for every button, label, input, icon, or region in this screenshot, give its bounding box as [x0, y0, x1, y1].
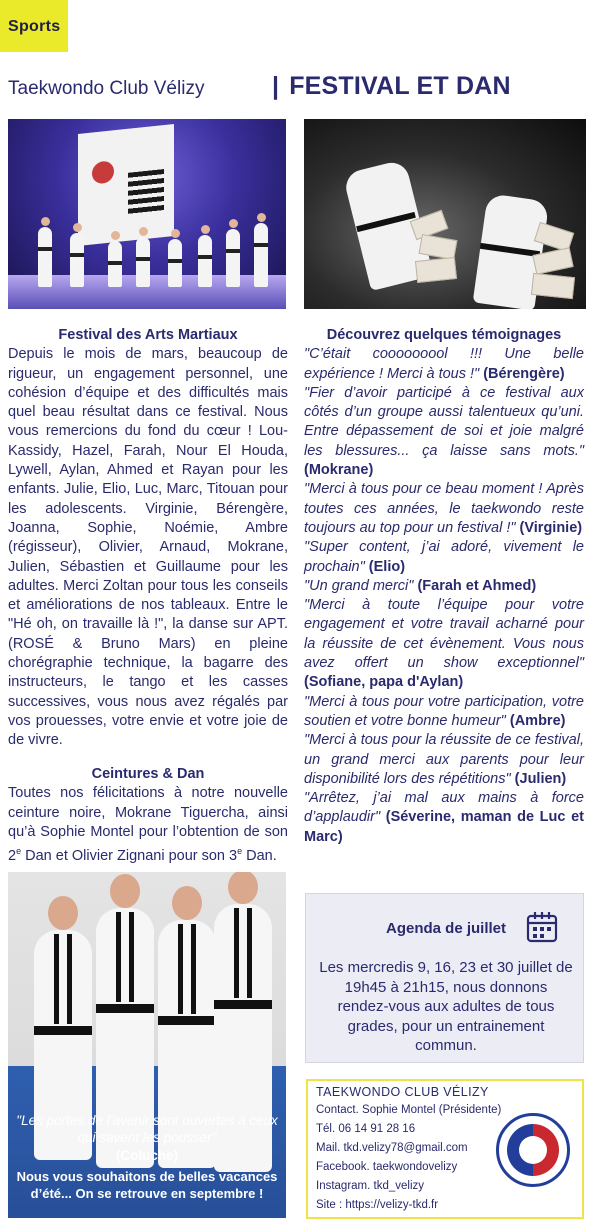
festival-title: Festival des Arts Martiaux [58, 327, 238, 343]
club-logo [496, 1113, 570, 1187]
contact-person: Contact. Sophie Montel (Présidente) [316, 1104, 502, 1116]
headline [272, 72, 511, 101]
club-name: Taekwondo Club Vélizy [8, 78, 205, 99]
holiday-wish: Nous vous souhaitons de belles vacances d’été... On se retrouve en septembre ! [16, 1169, 278, 1201]
testimonial-item: "Arrêtez, j’ai mal aux mains à force d’applaudir" (Séverine, maman de Luc et Marc) [304, 790, 584, 845]
black-belts-group-photo [8, 872, 286, 1218]
belts-article [8, 765, 288, 866]
festival-stage-photo [8, 119, 286, 309]
calendar-icon [525, 910, 559, 944]
festival-body: Depuis le mois de mars, beaucoup de rigueur, un engagement personnel, une cohésion d’équipe et des difficultés mais quel beau résultat dans ce festival. Nous vous remercions du fond du cœur ! Lou-Kassidy, Hazel, Farah, Nour El Houda, Lywell, Aylan, Ahmed et Rayan pour les enfants. Julie, Elio, Luc, Marc, Titouan pour les adolescents. Virginie, Bérengère, Joanna, Sophie, Noémie, Ambre (régisseur), Olivier, Arnaud, Mokrane, Julien, Sébastien et Guillaume pour les adultes. Merci Zoltan pour tous les conseils et améliorations de nos tableaux. Entre le "Hé oh, on travaille là !", la danse sur APT. (ROSÉ & Bruno Mars) en pleine chorégraphie technique, la bagarre des instructeurs, le tango et les casses successives, vous nous avez régalés par vos prouesses, votre envie et votre joie de de vivre. [8, 346, 288, 749]
headline-separator: | [272, 72, 280, 100]
testimonials-article [304, 326, 584, 847]
contact-facebook[interactable]: Facebook. taekwondovelizy [316, 1161, 458, 1173]
belts-title: Ceintures & Dan [91, 766, 205, 782]
testimonial-item: "Merci à toute l’équipe pour votre engagement et votre travail acharné pour la réussite de cet évènement. Vous nous avez offert un show exceptionnel" (Sofiane, papa d'Aylan) [304, 597, 584, 691]
section-tab-label: Sports [8, 18, 61, 35]
testimonial-item: "C’était cooooooool !!! Une belle expérience ! Merci à tous !" (Bérengère) [304, 346, 584, 382]
agenda-title: Agenda de juillet [386, 920, 507, 937]
photo-quote: "Les portes de l’avenir sont ouvertes à ceux qui savent les pousser" [16, 1113, 278, 1145]
section-tab [0, 0, 68, 52]
headline-text: FESTIVAL ET DAN [289, 72, 511, 100]
testimonial-item: "Un grand merci" (Farah et Ahmed) [304, 577, 537, 594]
testimonial-item: "Merci à tous pour votre participation, votre soutien et votre bonne humeur" (Ambre) [304, 693, 584, 729]
testimonial-item: "Merci à tous pour la réussite de ce festival, un grand merci aux parents pour leur disponibilité lors des répétitions" (Julien) [304, 732, 584, 787]
agenda-body: Les mercredis 9, 16, 23 et 30 juillet de 19h45 à 21h15, nous donnons rendez-vous aux adultes de tous grades, pour un entrainement commun. [319, 959, 573, 1054]
board-breaking-photo [304, 119, 586, 309]
testimonial-item: "Fier d’avoir participé à ce festival aux côtés d’un groupe aussi talentueux qu’uni. Entre dépassement de soi et joie malgré les blessures... ça laisse sans mots." (Mokrane) [304, 384, 584, 479]
contact-box [306, 1079, 584, 1219]
contact-email[interactable]: Mail. tkd.velizy78@gmail.com [316, 1142, 468, 1154]
korean-flag [78, 124, 174, 246]
contact-phone[interactable]: Tél. 06 14 91 28 16 [316, 1123, 416, 1135]
belts-body: Toutes nos félicitations à notre nouvelle ceinture noire, Mokrane Tiguercha, ainsi qu’à Sophie Montel pour l’obtention de son 2e Dan et Olivier Zignani pour son 3e Dan. [8, 785, 288, 865]
testimonial-item: "Merci à tous pour ce beau moment ! Après toutes ces années, le taekwondo reste toujours au top pour un festival !" (Virginie) [304, 481, 584, 536]
festival-article [8, 326, 288, 751]
contact-title: TAEKWONDO CLUB VÉLIZY [316, 1085, 489, 1099]
photo-quote-author: (Coluche) [115, 1148, 179, 1163]
contact-website[interactable]: Site : https://velizy-tkd.fr [316, 1199, 439, 1211]
agenda-box [305, 893, 584, 1063]
contact-instagram[interactable]: Instagram. tkd_velizy [316, 1180, 425, 1192]
photo-quote-overlay [14, 1112, 280, 1202]
testimonials-title: Découvrez quelques témoignages [326, 327, 562, 343]
testimonial-item: "Super content, j’ai adoré, vivement le prochain" (Elio) [304, 539, 584, 575]
